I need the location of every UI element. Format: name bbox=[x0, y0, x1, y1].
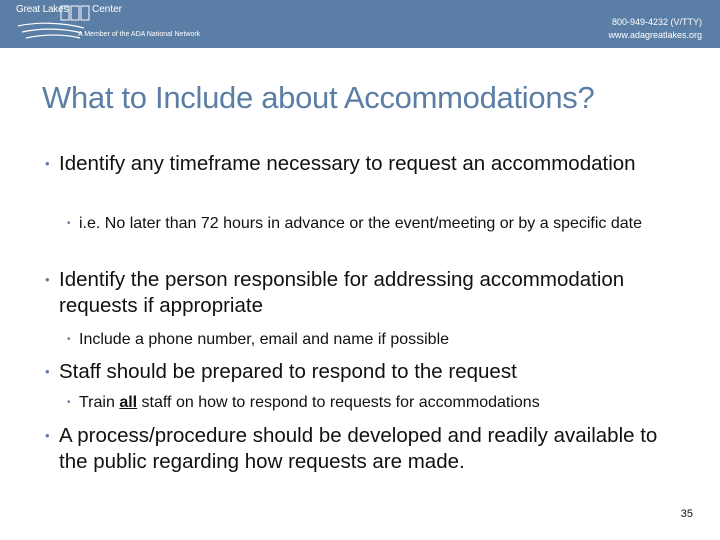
sub-bullet-text-before: Train bbox=[79, 394, 120, 411]
bullet-dot-icon: • bbox=[67, 334, 71, 345]
bullet-dot-icon: • bbox=[67, 218, 71, 229]
sub-bullet-item bbox=[67, 329, 689, 350]
website-link[interactable]: www.adagreatlakes.org bbox=[608, 30, 702, 40]
phone-number: 800-949-4232 (V/TTY) bbox=[611, 17, 702, 27]
sub-bullet-text: Include a phone number, email and name if possible bbox=[79, 331, 450, 348]
bullet-text: A process/procedure should be developed and readily available to the public regarding how requests are made. bbox=[59, 424, 658, 473]
sub-bullet-item bbox=[67, 213, 689, 234]
sub-bullet-text-after: staff on how to respond to requests for accommodations bbox=[137, 394, 540, 411]
bullet-item bbox=[45, 423, 679, 474]
bullet-dot-icon: • bbox=[45, 272, 50, 287]
logo-text-left: Great Lakes bbox=[16, 4, 69, 15]
logo-tagline: A Member of the ADA National Network bbox=[78, 31, 201, 38]
sub-bullet-emphasis: all bbox=[119, 394, 138, 411]
bullet-item bbox=[45, 151, 679, 177]
sub-bullet-text: i.e. No later than 72 hours in advance or the event/meeting or by a specific date bbox=[79, 215, 642, 232]
slide-title: What to Include about Accommodations? bbox=[42, 80, 595, 115]
bullet-dot-icon: • bbox=[45, 428, 50, 443]
logo-text-right: Center bbox=[92, 4, 123, 15]
bullet-item bbox=[45, 359, 679, 385]
bullet-dot-icon: • bbox=[45, 156, 50, 171]
bullet-text: Identify any timeframe necessary to request an accommodation bbox=[59, 152, 636, 175]
page-number: 35 bbox=[680, 508, 693, 520]
bullet-text: Staff should be prepared to respond to the request bbox=[59, 360, 517, 383]
bullet-dot-icon: • bbox=[45, 364, 50, 379]
bullet-text: Identify the person responsible for addressing accommodation requests if appropriate bbox=[59, 268, 625, 317]
bullet-item bbox=[45, 267, 679, 318]
sub-bullet-item bbox=[67, 392, 689, 413]
bullet-dot-icon: • bbox=[67, 397, 71, 408]
